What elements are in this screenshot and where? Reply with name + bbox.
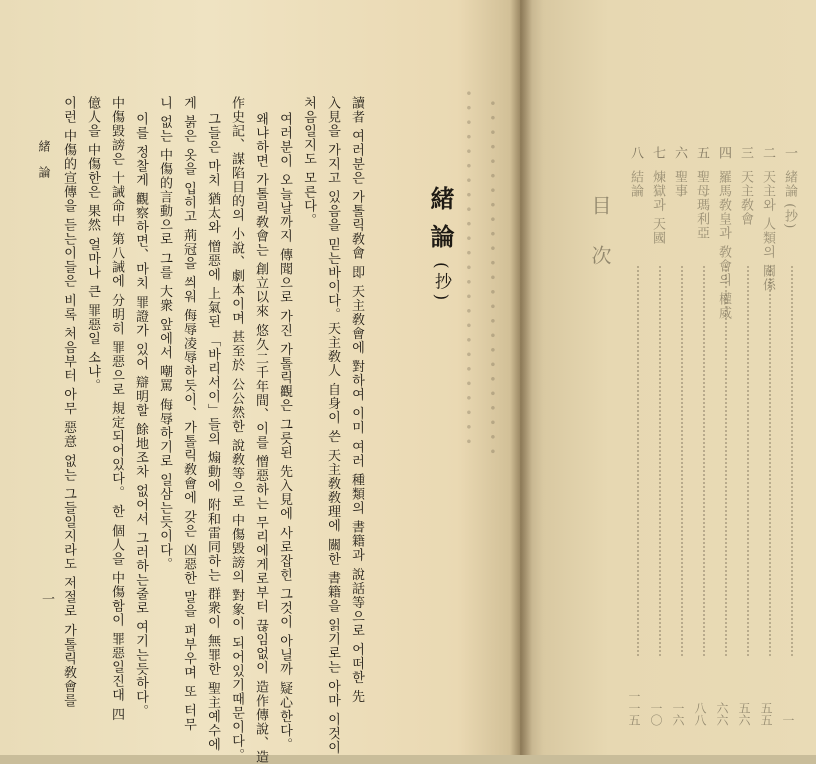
toc-entry-number: 一 <box>782 146 797 159</box>
toc-entry-text: 羅馬敎皇과 敎會의 權威 <box>716 170 731 321</box>
toc-entry <box>736 146 760 726</box>
toc-entry <box>648 146 672 726</box>
chapter-title: 緒論 <box>426 186 455 262</box>
chapter-subtitle: (抄) <box>431 262 451 305</box>
body-column: 처음일지도 모른다。 <box>301 96 316 228</box>
body-column: 作史記、謀陷目的의 小說、劇本이며 甚至於 公公然한 說敎等으로 中傷毀謗의 對象이 되어있기때문이다。 <box>229 96 244 762</box>
toc-dot-leader <box>681 266 683 656</box>
body-column: 니 없는 中傷的言動으로 그를 大衆 앞에서 嘲罵 侮辱하기로 일삼는듯이다。 <box>157 96 172 572</box>
toc-entry-number: 八 <box>628 146 643 159</box>
toc-entry-text: 聖事 <box>672 170 687 198</box>
toc-dot-leader <box>703 266 705 656</box>
toc-entry <box>692 146 716 726</box>
toc-dot-leader <box>769 266 771 656</box>
book-gutter <box>510 0 532 755</box>
toc-entry <box>714 146 738 726</box>
toc-entry-page: 一一五 <box>627 690 641 726</box>
body-column: 왜냐하면 가톨릭敎會는 創立以來 悠久二千年間、이를 憎惡하는 무리에게로부터 끊임없이 造作傳說、造 <box>253 112 268 764</box>
toc-entry-number: 七 <box>650 146 665 159</box>
toc-entry-text: 天主敎會 <box>738 170 753 226</box>
toc-entry-text: 煉獄과 天國 <box>650 170 665 246</box>
body-column: 여러분이 오늘날까지 傳聞으로 가진 가톨릭觀은 그릇된 先入見에 사로잡힌 그것이 아닐까 疑心한다。 <box>277 112 292 752</box>
toc-dot-leader <box>791 266 793 656</box>
toc-entry-page: 五五 <box>759 702 773 726</box>
toc-entry <box>670 146 694 726</box>
toc-entry-number: 六 <box>672 146 687 159</box>
body-column: 이를 정찰게 觀察하면、마치 罪證가 있어 辯明할 餘地조차 없어서 그러하는줄로 여기는듯하다。 <box>133 112 148 719</box>
toc-entry-page: 一〇 <box>649 702 663 726</box>
body-column: 게 붉은 옷을 입히고 荊冠을 씌워 侮辱凌辱하듯이、가톨릭敎會에 갖은 凶惡한 말을 퍼부우며 또 터무 <box>181 96 196 732</box>
body-column: 그들은 마치 猶太와 憎惡에 上氣된 「바리서이」들의 煽動에 附和雷同하는 群衆이 無罪한 聖主예수에 <box>205 112 220 752</box>
show-through-text: ∙ ∙ ∙ ∙ ∙ ∙ ∙ ∙ ∙ ∙ ∙ ∙ ∙ ∙ ∙ ∙ ∙ ∙ ∙ ∙ ∙ ∙ ∙ ∙ ∙ <box>462 90 477 447</box>
toc-entry-page: 五六 <box>737 702 751 726</box>
toc-entry-number: 五 <box>694 146 709 159</box>
toc-entry-number: 四 <box>716 146 731 159</box>
toc-entry-text: 緒論 (抄) <box>782 170 797 230</box>
body-column: 讀者 여러분은 가톨릭敎會 即 天主敎會에 對하여 이미 여러 種類의 書籍과 說話等으로 어떠한 先 <box>349 96 364 704</box>
body-column: 中傷毀謗은 十誡命中 第八誡에 分明히 罪惡으로 規定되어있다。 한 個人을 中傷함이 罪惡일진대 四 <box>109 96 124 722</box>
toc-title: 目次 <box>588 195 612 295</box>
toc-entry-page: 六六 <box>715 702 729 726</box>
toc-entry-page: 八八 <box>693 702 707 726</box>
toc-entry-number: 三 <box>738 146 753 159</box>
toc-entry <box>758 146 782 726</box>
page-number: 一 <box>39 592 54 606</box>
body-column: 億人을 中傷한은 果然 얼마나 큰 罪惡일 소냐。 <box>85 96 100 393</box>
toc-dot-leader <box>725 266 727 656</box>
toc-dot-leader <box>637 266 639 656</box>
running-head: 緒論 <box>37 140 51 192</box>
toc-dot-leader <box>747 266 749 656</box>
body-column: 入見을 가지고 있음을 믿는바이다。天主敎人 自身이 쓴 天主敎敎理에 關한 書籍을 읽기로는 아마 이것이 <box>325 96 340 755</box>
toc-entry <box>626 146 650 726</box>
toc-entry-text: 結論 <box>628 170 643 198</box>
toc-entry-text: 天主와 人類의 關係 <box>760 170 775 293</box>
toc-entry <box>780 146 804 726</box>
toc-entry-text: 聖母瑪利亞 <box>694 170 709 240</box>
body-column: 이런 中傷的宣傳을 듣는이들은 비록 처음부터 아무 惡意 없는 그들일지라도 저절로 가톨릭敎會를 <box>61 96 76 708</box>
toc-entry-number: 二 <box>760 146 775 159</box>
toc-entry-page: 一六 <box>671 702 685 726</box>
toc-dot-leader <box>659 266 661 656</box>
show-through-text: ∙ ∙ ∙ ∙ ∙ ∙ ∙ ∙ ∙ ∙ ∙ ∙ ∙ ∙ ∙ ∙ ∙ ∙ ∙ ∙ ∙ ∙ ∙ ∙ ∙ <box>486 100 501 457</box>
toc-entry-page: 一 <box>781 714 795 726</box>
